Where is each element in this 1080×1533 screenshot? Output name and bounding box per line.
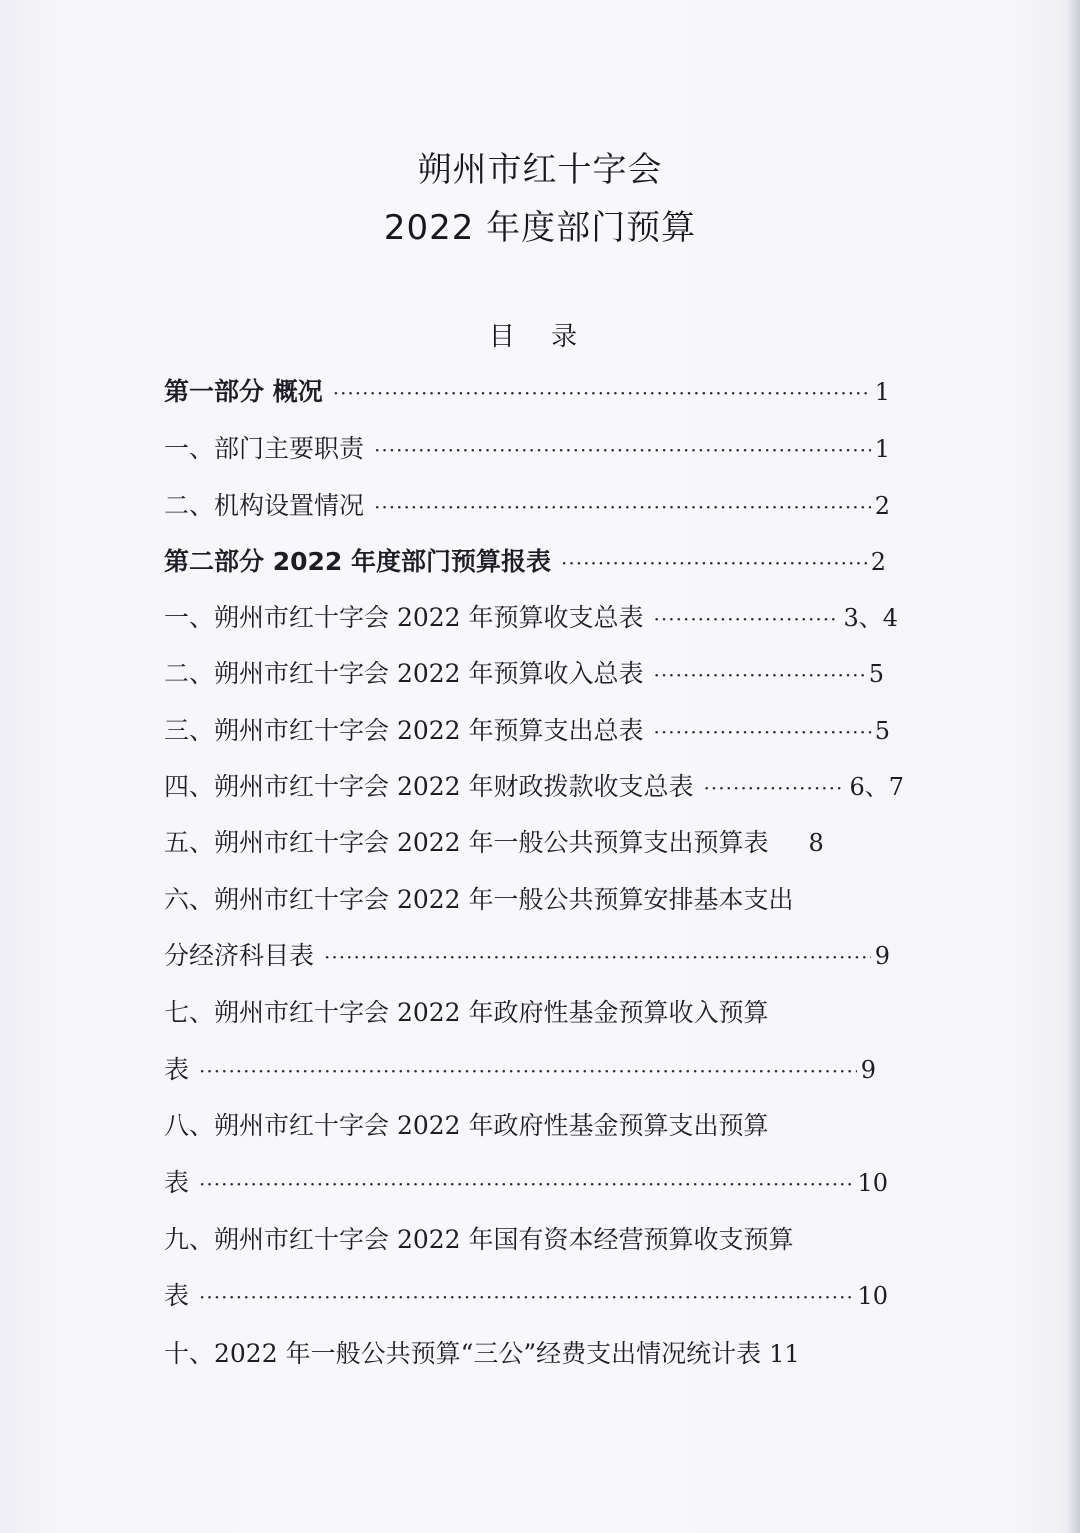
toc-page-number: 10 (857, 1169, 888, 1197)
toc-page-number: 2 (870, 548, 886, 576)
toc-entry-label: 二、朔州市红十字会 2022 年预算收入总表 (164, 659, 644, 688)
toc-page-number: 8 (808, 829, 824, 857)
toc-entry[interactable] (164, 429, 890, 469)
toc-entry[interactable] (164, 1276, 888, 1316)
toc-page-number: 10 (857, 1282, 888, 1310)
toc-entry-label: 二、机构设置情况 (164, 491, 365, 520)
toc-entry-label: 一、朔州市红十字会 2022 年预算收支总表 (164, 603, 644, 632)
toc-leader-dots (561, 551, 867, 575)
toc-leader-dots (654, 720, 871, 744)
toc-entry[interactable] (164, 598, 898, 638)
toc-entry-continued[interactable] (164, 1106, 769, 1146)
toc-entry-label: 九、朔州市红十字会 2022 年国有资本经营预算收支预算 (164, 1225, 794, 1254)
toc-entry[interactable] (164, 823, 824, 863)
toc-entry[interactable] (164, 654, 884, 694)
toc-entry[interactable] (164, 936, 890, 976)
toc-entry-label: 八、朔州市红十字会 2022 年政府性基金预算支出预算 (164, 1111, 769, 1140)
toc-leader-dots (654, 663, 865, 687)
toc-entry-label: 三、朔州市红十字会 2022 年预算支出总表 (164, 716, 644, 745)
toc-leader-dots (324, 945, 871, 969)
toc-leader-dots (199, 1285, 853, 1309)
toc-entry-label: 表 (164, 1281, 190, 1310)
toc-entry-label: 一、部门主要职责 (164, 434, 365, 463)
toc-entry[interactable] (164, 1334, 800, 1374)
toc-entry-continued[interactable] (164, 993, 769, 1033)
document-title: 朔州市红十字会 (417, 150, 663, 190)
toc-page-number: 1 (874, 435, 890, 463)
toc-entry-label: 第一部分 概况 (164, 377, 323, 406)
toc-entry-label: 表 (164, 1168, 190, 1197)
toc-page-number: 9 (874, 942, 890, 970)
toc-leader-dots (654, 607, 840, 631)
toc-leader-dots (374, 495, 871, 519)
toc-entry-continued[interactable] (164, 1220, 794, 1260)
toc-entry-label: 七、朔州市红十字会 2022 年政府性基金预算收入预算 (164, 998, 769, 1027)
toc-entry-label: 表 (164, 1055, 190, 1084)
toc-entry-part2[interactable] (164, 542, 886, 582)
toc-entry-label: 十、2022 年一般公共预算“三公”经费支出情况统计表 (164, 1339, 762, 1368)
toc-page-number: 11 (769, 1340, 800, 1368)
toc-entry-label: 四、朔州市红十字会 2022 年财政拨款收支总表 (164, 772, 694, 801)
toc-leader-dots (199, 1172, 853, 1196)
toc-leader-dots (374, 438, 871, 462)
toc-entry-label: 六、朔州市红十字会 2022 年一般公共预算安排基本支出 (164, 885, 794, 914)
toc-leader-dots (199, 1059, 857, 1083)
toc-page-number: 1 (874, 378, 890, 406)
toc-entry-part1[interactable] (164, 372, 890, 412)
document-subtitle: 2022 年度部门预算 (383, 208, 697, 248)
toc-entry[interactable] (164, 1163, 888, 1203)
toc-entry[interactable] (164, 1050, 876, 1090)
toc-heading: 目 录 (488, 322, 592, 352)
toc-page-number: 9 (860, 1056, 876, 1084)
toc-leader-dots (704, 776, 846, 800)
toc-page-number: 5 (868, 660, 884, 688)
toc-page-number: 3、4 (843, 604, 898, 632)
toc-entry-continued[interactable] (164, 880, 794, 920)
toc-page-number: 5 (874, 717, 890, 745)
toc-page-number: 2 (874, 492, 890, 520)
toc-leader-dots (333, 381, 871, 405)
toc-entry[interactable] (164, 711, 890, 751)
toc-entry[interactable] (164, 486, 890, 526)
toc-page-number: 6、7 (849, 773, 904, 801)
toc-entry-label: 第二部分 2022 年度部门预算报表 (164, 547, 551, 576)
toc-entry[interactable] (164, 767, 904, 807)
toc-entry-label: 五、朔州市红十字会 2022 年一般公共预算支出预算表 (164, 828, 769, 857)
toc-entry-label: 分经济科目表 (164, 941, 315, 970)
